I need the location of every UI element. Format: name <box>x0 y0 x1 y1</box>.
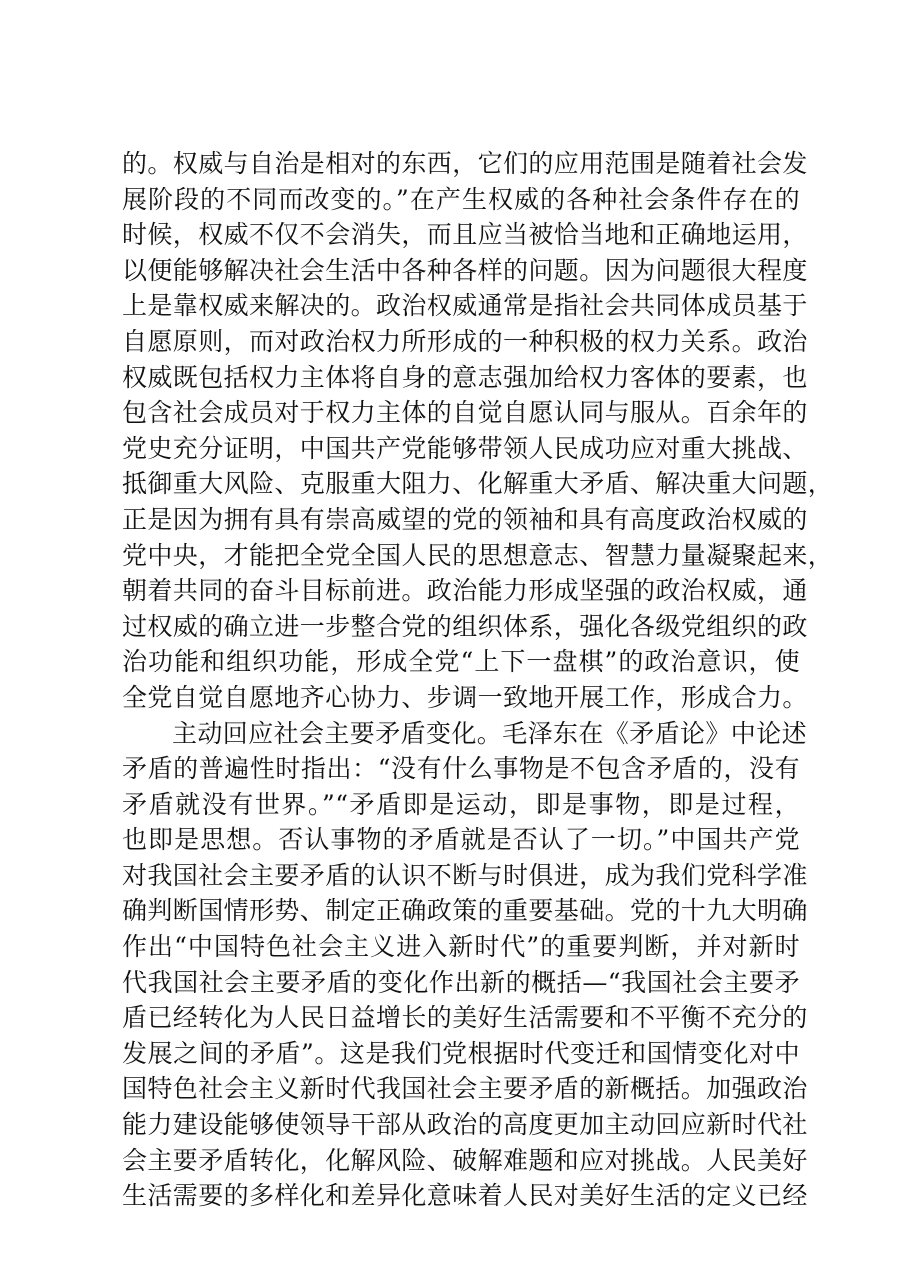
text-line: 全党自觉自愿地齐心协力、步调一致地开展工作，形成合力。 <box>122 682 808 712</box>
text-line: 党史充分证明，中国共产党能够带领人民成功应对重大挑战、 <box>122 433 808 463</box>
text-line: 治功能和组织功能，形成全党“上下一盘棋”的政治意识，使 <box>122 647 800 677</box>
text-line: 国特色社会主义新时代我国社会主要矛盾的新概括。加强政治 <box>122 1074 808 1104</box>
text-line: 会主要矛盾转化，化解风险、破解难题和应对挑战。人民美好 <box>122 1145 808 1175</box>
text-line: 过权威的确立进一步整合党的组织体系，强化各级党组织的政 <box>122 611 808 641</box>
text-line: 以便能够解决社会生活中各种各样的问题。因为问题很大程度 <box>122 255 808 285</box>
text-line: 作出“中国特色社会主义进入新时代”的重要判断，并对新时 <box>122 932 800 962</box>
text-line: 盾已经转化为人民日益增长的美好生活需要和不平衡不充分的 <box>122 1003 808 1033</box>
text-line: 矛盾的普遍性时指出：“没有什么事物是不包含矛盾的，没有 <box>122 754 800 784</box>
text-line: 发展之间的矛盾”。这是我们党根据时代变迁和国情变化对中 <box>122 1038 800 1068</box>
text-line: 能力建设能够使领导干部从政治的高度更加主动回应新时代社 <box>122 1110 808 1140</box>
text-line: 代我国社会主要矛盾的变化作出新的概括—“我国社会主要矛 <box>122 967 800 997</box>
text-line: 也即是思想。否认事物的矛盾就是否认了一切。”中国共产党 <box>122 825 800 855</box>
text-line: 包含社会成员对于权力主体的自觉自愿认同与服从。百余年的 <box>122 398 808 428</box>
text-line: 党中央，才能把全党全国人民的思想意志、智慧力量凝聚起来， <box>122 540 834 570</box>
text-line: 主动回应社会主要矛盾变化。毛泽东在《矛盾论》中论述 <box>172 718 808 748</box>
text-line: 上是靠权威来解决的。政治权威通常是指社会共同体成员基于 <box>122 291 808 321</box>
text-line: 自愿原则，而对政治权力所形成的一种积极的权力关系。政治 <box>122 326 808 356</box>
text-line: 时候，权威不仅不会消失，而且应当被恰当地和正确地运用， <box>122 220 808 250</box>
text-line: 对我国社会主要矛盾的认识不断与时俱进，成为我们党科学准 <box>122 860 808 890</box>
text-line: 权威既包括权力主体将自身的意志强加给权力客体的要素，也 <box>122 362 808 392</box>
text-line: 生活需要的多样化和差异化意味着人民对美好生活的定义已经 <box>122 1181 808 1211</box>
text-line: 朝着共同的奋斗目标前进。政治能力形成坚强的政治权威，通 <box>122 576 808 606</box>
text-line: 抵御重大风险、克服重大阻力、化解重大矛盾、解决重大问题， <box>122 469 834 499</box>
paragraph-social-contradiction <box>122 716 808 1214</box>
text-line: 正是因为拥有具有崇高威望的党的领袖和具有高度政治权威的 <box>122 504 808 534</box>
body-text <box>122 146 834 1214</box>
text-line: 的。权威与自治是相对的东西，它们的应用范围是随着社会发 <box>122 149 808 178</box>
text-line: 确判断国情形势、制定正确政策的重要基础。党的十九大明确 <box>122 896 808 926</box>
text-line: 展阶段的不同而改变的。”在产生权威的各种社会条件存在的 <box>122 184 800 214</box>
paragraph-political-authority <box>122 146 834 716</box>
text-line: 矛盾就没有世界。”“矛盾即是运动，即是事物，即是过程， <box>122 789 800 819</box>
